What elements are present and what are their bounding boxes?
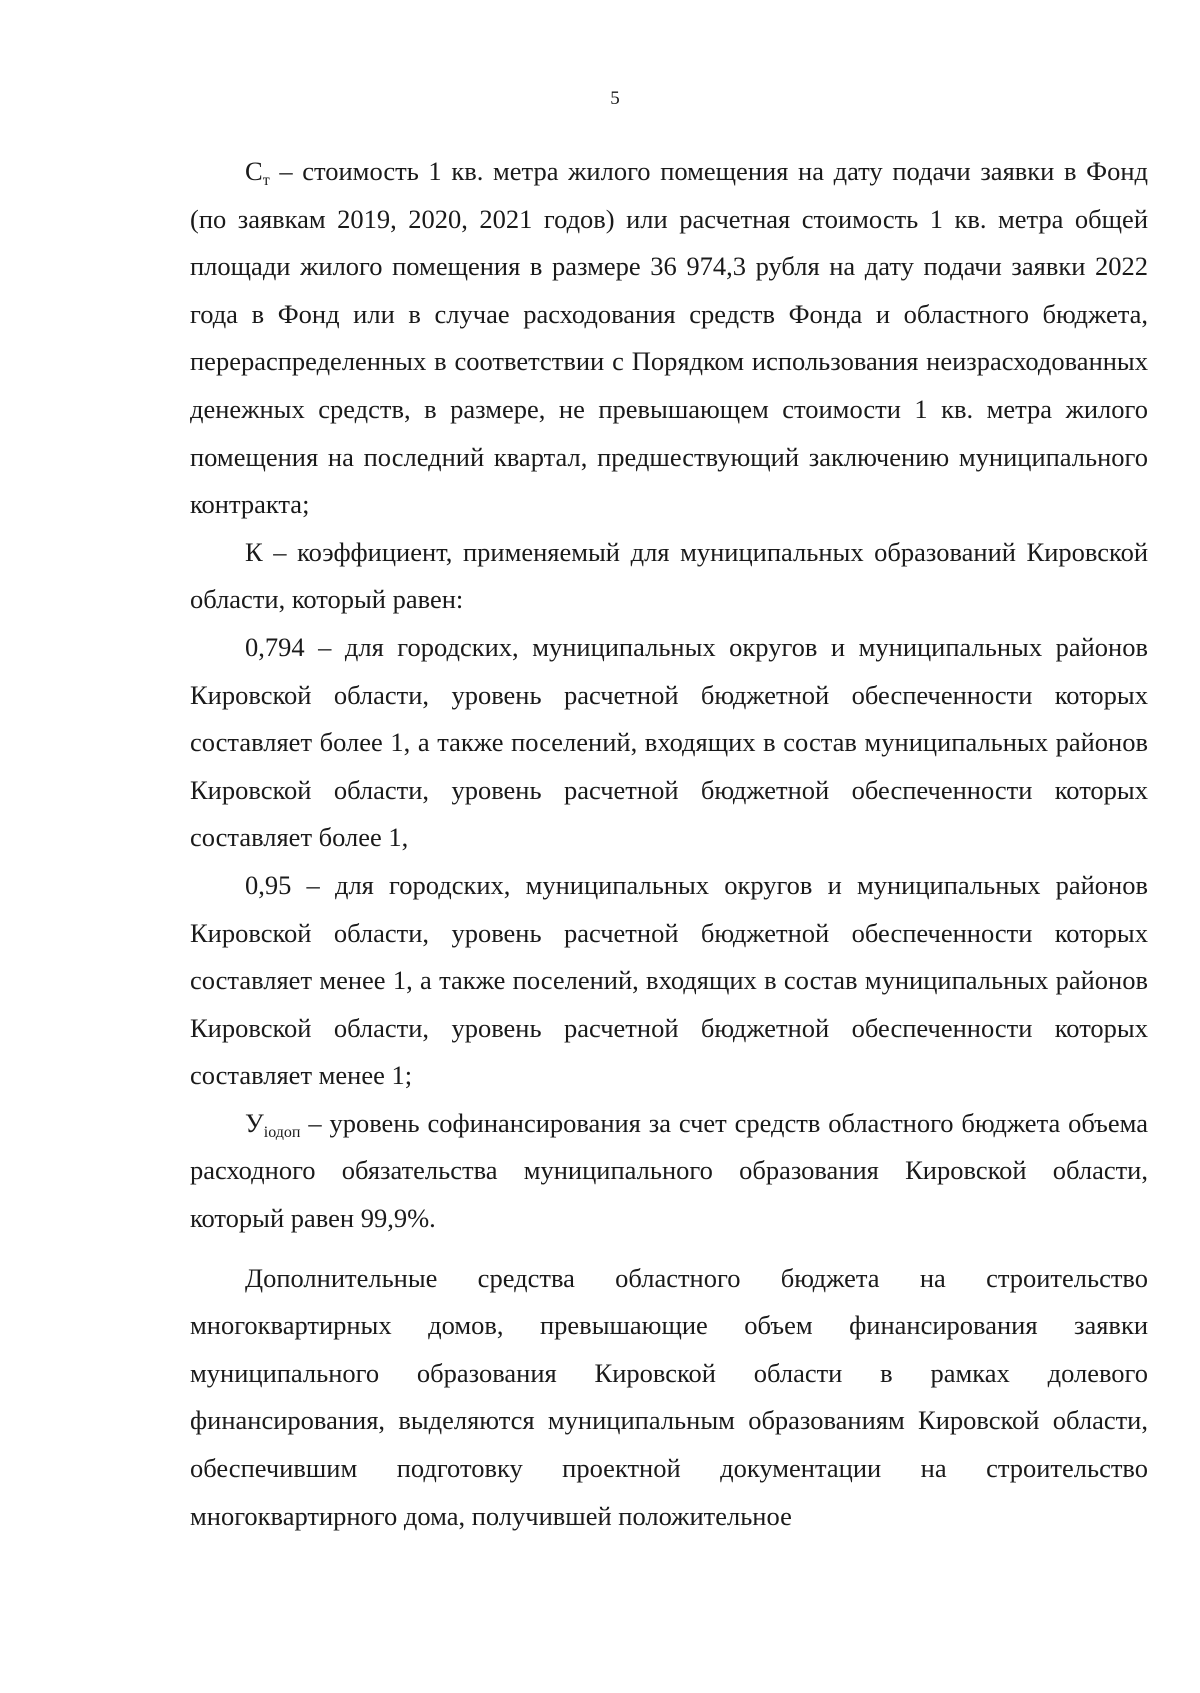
document-body bbox=[190, 148, 1148, 1540]
paragraph-k-definition: К – коэффициент, применяемый для муниципальных образований Кировской области, который равен: bbox=[190, 536, 1148, 615]
paragraph-additional-funds: Дополнительные средства областного бюджета на строительство многоквартирных домов, превышающие объем финансирования заявки муниципального образования Кировской области в рамках долевого финансирования, выделяются муниципальным образованиям Кировской области, обеспечившим подготовку проектной документации на строительство многоквартирного дома, получившей положительное bbox=[190, 1262, 1148, 1531]
paragraph-k-0794: 0,794 – для городских, муниципальных округов и муниципальных районов Кировской области, уровень расчетной бюджетной обеспеченности которых составляет более 1, а также поселений, входящих в состав муниципальных районов Кировской области, уровень расчетной бюджетной обеспеченности которых составляет более 1, bbox=[190, 631, 1148, 853]
ct-symbol: С bbox=[245, 156, 263, 186]
paragraph-y-definition bbox=[190, 1100, 1148, 1243]
ct-subscript: т bbox=[262, 172, 270, 189]
y-text: – уровень софинансирования за счет средств областного бюджета объема расходного обязательства муниципального образования Кировской области, который равен 99,9%. bbox=[190, 1107, 1148, 1234]
ct-text: – стоимость 1 кв. метра жилого помещения на дату подачи заявки в Фонд (по заявкам 2019, 2020, 2021 годов) или расчетная стоимость 1 кв. метра общей площади жилого помещения в размере 36 974,3 рубля на дату подачи заявки 2022 года в Фонд или в случае расходования средств Фонда и областного бюджета, перераспределенных в соответствии с Порядком использования неизрасходованных денежных средств, в размере, не превышающем стоимости 1 кв. метра жилого помещения на последний квартал, предшествующий заключению муниципального контракта; bbox=[190, 156, 1148, 520]
page-number: 5 bbox=[610, 88, 620, 109]
paragraph-k-095: 0,95 – для городских, муниципальных округов и муниципальных районов Кировской области, уровень расчетной бюджетной обеспеченности которых составляет менее 1, а также поселений, входящих в состав муниципальных районов Кировской области, уровень расчетной бюджетной обеспеченности которых составляет менее 1; bbox=[190, 869, 1148, 1091]
y-symbol: У bbox=[245, 1107, 264, 1138]
y-subscript: iодоп bbox=[263, 1123, 301, 1141]
paragraph-ct-definition bbox=[190, 148, 1148, 529]
